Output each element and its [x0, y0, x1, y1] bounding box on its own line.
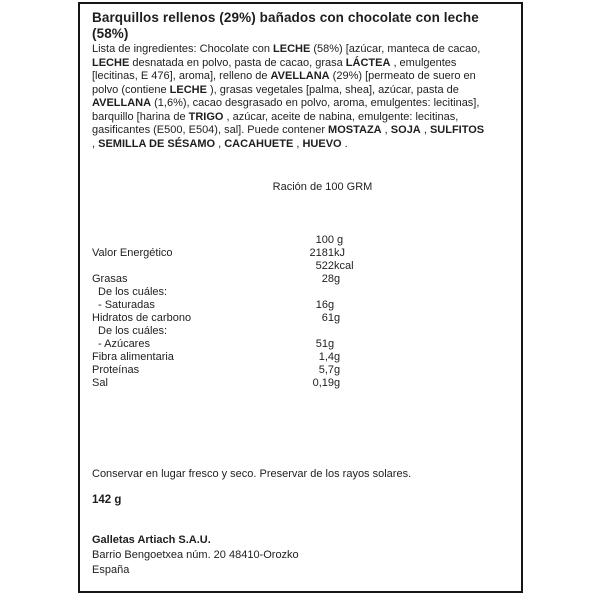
nutrition-row-label	[92, 260, 298, 273]
nutrition-row-label: Grasas	[92, 273, 128, 285]
nutrition-row-unit: g	[328, 299, 335, 311]
nutrition-row	[92, 325, 509, 338]
nutrition-row-value: 522	[315, 260, 334, 272]
ingredient-text: , azúcar, aceite de nabina, emulgente: lecitinas, gasificantes (E500, E504), sal]. Puede contener	[92, 110, 459, 136]
allergen-text: AVELLANA	[92, 97, 152, 109]
ingredient-text: ,	[420, 124, 430, 136]
manufacturer-name: Galletas Artiach S.A.U.	[92, 534, 211, 546]
nutrition-row	[92, 299, 509, 312]
ingredient-text: Lista de ingredientes: Chocolate con	[92, 43, 274, 55]
product-label-box	[78, 2, 523, 593]
ingredient-text: ,	[92, 137, 99, 150]
nutrition-row-unit: kJ	[334, 247, 345, 259]
allergen-text: LÁCTEA	[345, 56, 391, 69]
ingredient-text: ,	[293, 137, 303, 150]
nutrition-row	[92, 273, 509, 286]
allergen-text: SULFITOS	[429, 124, 485, 136]
storage-instructions: Conservar en lugar fresco y seco. Preservar de los rayos solares.	[92, 468, 412, 480]
product-title: Barquillos rellenos (29%) bañados con chocolate con leche (58%)	[92, 10, 479, 41]
nutrition-row-label: Valor Energético	[92, 247, 173, 259]
nutrition-row-value: 61	[321, 312, 334, 324]
nutrition-row-value: 28	[321, 273, 334, 285]
nutrition-row	[92, 351, 509, 364]
nutrition-row	[92, 247, 509, 260]
nutrition-row-unit: kcal	[334, 260, 354, 272]
nutrition-row	[92, 286, 509, 299]
allergen-text: SOJA	[390, 124, 421, 136]
nutrition-row-unit: g	[328, 338, 335, 350]
nutrition-row-label: Sal	[92, 377, 108, 389]
ingredient-text: (29%) [permeato de suero en polvo (contiene	[92, 70, 476, 96]
allergen-text: HUEVO	[302, 137, 342, 150]
nutrition-row-label: De los cuáles:	[98, 325, 168, 337]
manufacturer-block	[92, 533, 509, 578]
serving-size-text: Ración de 100 GRM	[272, 181, 373, 193]
nutrition-row-value: 0,19	[312, 377, 334, 389]
allergen-text: LECHE	[169, 83, 207, 96]
nutrition-row-value: 16	[315, 299, 328, 311]
nutrition-row-label	[92, 234, 298, 247]
ingredient-text: , emulgentes [lecitinas, E 476], aroma], relleno de	[92, 56, 457, 82]
ingredient-text: ,	[215, 137, 225, 150]
allergen-text: LECHE	[273, 43, 311, 55]
allergen-text: MOSTAZA	[328, 124, 382, 136]
nutrition-row-unit: g	[334, 351, 341, 363]
nutrition-row-unit: g	[334, 312, 341, 324]
nutrition-row	[92, 260, 509, 273]
allergen-text: LECHE	[92, 56, 130, 69]
nutrition-row	[92, 377, 509, 390]
nutrition-row-value: 2181	[309, 247, 334, 259]
ingredients-list	[92, 43, 486, 151]
nutrition-row-unit: g	[334, 273, 341, 285]
nutrition-row-value: 100	[315, 234, 334, 246]
ingredient-text: (58%) [azúcar, manteca de cacao,	[310, 43, 481, 55]
nutrition-row-unit: g	[334, 377, 341, 389]
nutrition-row-label: Proteínas	[92, 364, 140, 376]
nutrition-row-label: - Saturadas	[98, 299, 155, 311]
net-weight: 142 g	[92, 494, 122, 506]
nutrition-row-value	[292, 325, 328, 338]
allergen-text: TRIGO	[188, 110, 224, 123]
nutrition-row-label: - Azúcares	[98, 338, 150, 350]
nutrition-row-value: 1,4	[318, 351, 334, 363]
ingredient-text: desnatada en polvo, pasta de cacao, grasa	[129, 56, 346, 69]
nutrition-row-label: Hidratos de carbono	[92, 312, 192, 324]
nutrition-table	[92, 234, 509, 390]
nutrition-row-value: 51	[315, 338, 328, 350]
allergen-text: AVELLANA	[270, 70, 330, 82]
nutrition-row	[92, 312, 509, 325]
allergen-text: CACAHUETE	[224, 137, 294, 150]
nutrition-row-unit: g	[334, 364, 341, 376]
ingredient-text: (1,6%), cacao desgrasado en polvo, aroma, emulgentes: lecitinas], barquillo [harina de	[92, 97, 480, 123]
ingredient-text: ,	[381, 124, 391, 136]
nutrition-row	[92, 364, 509, 377]
manufacturer-address: Barrio Bengoetxea núm. 20 48410-Orozko	[92, 549, 299, 561]
ingredient-text: ), grasas vegetales [palma, shea], azúcar, pasta de	[206, 83, 459, 96]
nutrition-row-value	[292, 286, 328, 299]
ingredient-text: .	[341, 137, 348, 150]
nutrition-row-unit: g	[334, 234, 344, 246]
nutrition-row	[92, 338, 509, 351]
manufacturer-country: España	[92, 564, 130, 576]
nutrition-row-label: De los cuáles:	[98, 286, 168, 298]
nutrition-row-label: Fibra alimentaria	[92, 351, 174, 363]
allergen-text: SEMILLA DE SÉSAMO	[98, 137, 216, 150]
nutrition-row	[92, 234, 509, 247]
nutrition-row-value: 5,7	[318, 364, 334, 376]
